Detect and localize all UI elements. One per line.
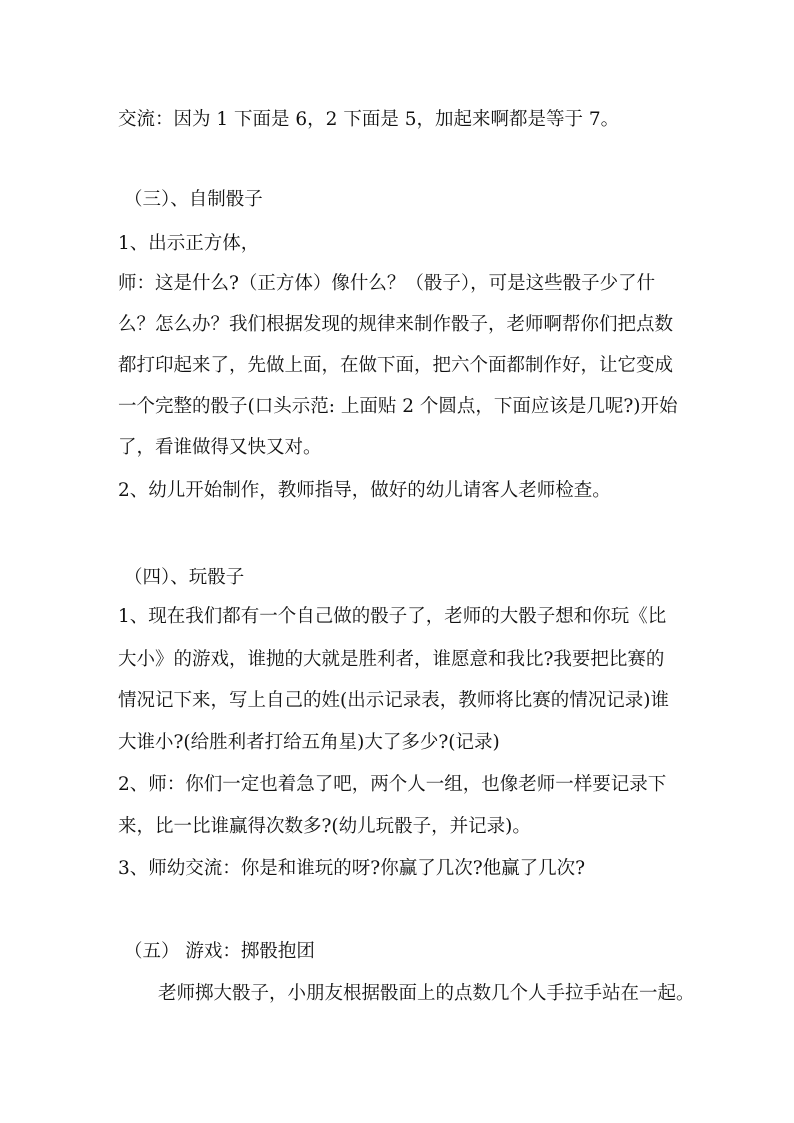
section-heading-5: （五） 游戏：掷骰抱团 — [124, 941, 315, 962]
paragraph-line: 1、出示正方体， — [118, 233, 260, 254]
paragraph-line: 3、师幼交流：你是和谁玩的呀?你赢了几次?他赢了几次? — [118, 858, 586, 879]
section-heading-3: （三）、自制骰子 — [124, 189, 263, 210]
paragraph-line: 大小》的游戏，谁抛的大就是胜利者，谁愿意和我比?我要把比赛的 — [118, 649, 665, 670]
paragraph-line: 大谁小?(给胜利者打给五角星)大了多少?(记录) — [118, 732, 500, 753]
section-heading-4: （四）、玩骰子 — [124, 567, 245, 588]
paragraph-line: 来，比一比谁赢得次数多?(幼儿玩骰子，并记录)。 — [118, 816, 531, 837]
paragraph-line: 了，看谁做得又快又对。 — [118, 437, 322, 458]
paragraph-line: 师：这是什么?（正方体）像什么？（骰子），可是这些骰子少了什 — [118, 273, 656, 294]
paragraph-intro: 交流：因为 1 下面是 6，2 下面是 5，加起来啊都是等于 7。 — [118, 109, 620, 130]
paragraph-line: 老师掷大骰子，小朋友根据骰面上的点数几个人手拉手站在一起。 — [158, 983, 695, 1004]
paragraph-line: 么？怎么办？我们根据发现的规律来制作骰子，老师啊帮你们把点数 — [118, 314, 674, 335]
paragraph-line: 都打印起来了，先做上面，在做下面，把六个面都制作好，让它变成 — [118, 355, 674, 376]
paragraph-line: 2、师：你们一定也着急了吧，两个人一组，也像老师一样要记录下 — [118, 774, 667, 795]
paragraph-line: 1、现在我们都有一个自己做的骰子了，老师的大骰子想和你玩《比 — [118, 606, 667, 627]
paragraph-line: 2、幼儿开始制作，教师指导，做好的幼儿请客人老师检查。 — [118, 480, 611, 501]
paragraph-line: 一个完整的骰子(口头示范: 上面贴 2 个圆点，下面应该是几呢?)开始 — [118, 396, 678, 417]
paragraph-line: 情况记下来，写上自己的姓(出示记录表，教师将比赛的情况记录)谁 — [118, 690, 669, 711]
